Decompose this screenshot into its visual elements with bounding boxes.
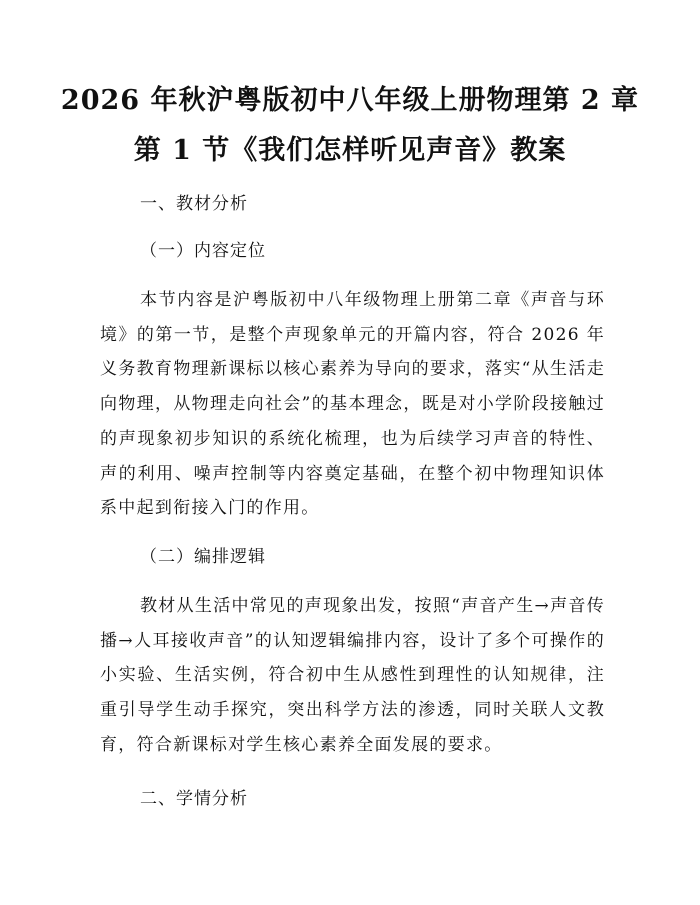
section-heading-learner-analysis: 二、学情分析 bbox=[140, 789, 248, 809]
paragraph-content-positioning: 本节内容是沪粤版初中八年级物理上册第二章《声音与环境》的第一节，是整个声现象单元的开篇内容，符合 2026 年义务教育物理新课标以核心素养为导向的要求，落实“从生活走向物理，从物理走向社会”的基本理念，既是对小学阶段接触过的声现象初步知识的系统化梳理，也为后续学习声音的特性、声的利用、噪声控制等内容奠定基础，在整个初中物理知识体系中起到衔接入门的作用。 bbox=[100, 290, 605, 519]
document-title-line-2: 第 1 节《我们怎样听见声音》教案 bbox=[133, 135, 567, 166]
subsection-heading-arrangement-logic: （二）编排逻辑 bbox=[140, 547, 266, 567]
subsection-heading-content-positioning: （一）内容定位 bbox=[140, 241, 266, 261]
paragraph-arrangement-logic: 教材从生活中常见的声现象出发，按照“声音产生→声音传播→人耳接收声音”的认知逻辑编排内容，设计了多个可操作的小实验、生活实例，符合初中生从感性到理性的认知规律，注重引导学生动手探究，突出科学方法的渗透，同时关联人文教育，符合新课标对学生核心素养全面发展的要求。 bbox=[100, 596, 605, 755]
document-title-line-1: 2026 年秋沪粤版初中八年级上册物理第 2 章 bbox=[60, 85, 640, 116]
section-heading-teaching-material-analysis: 一、教材分析 bbox=[140, 194, 248, 214]
